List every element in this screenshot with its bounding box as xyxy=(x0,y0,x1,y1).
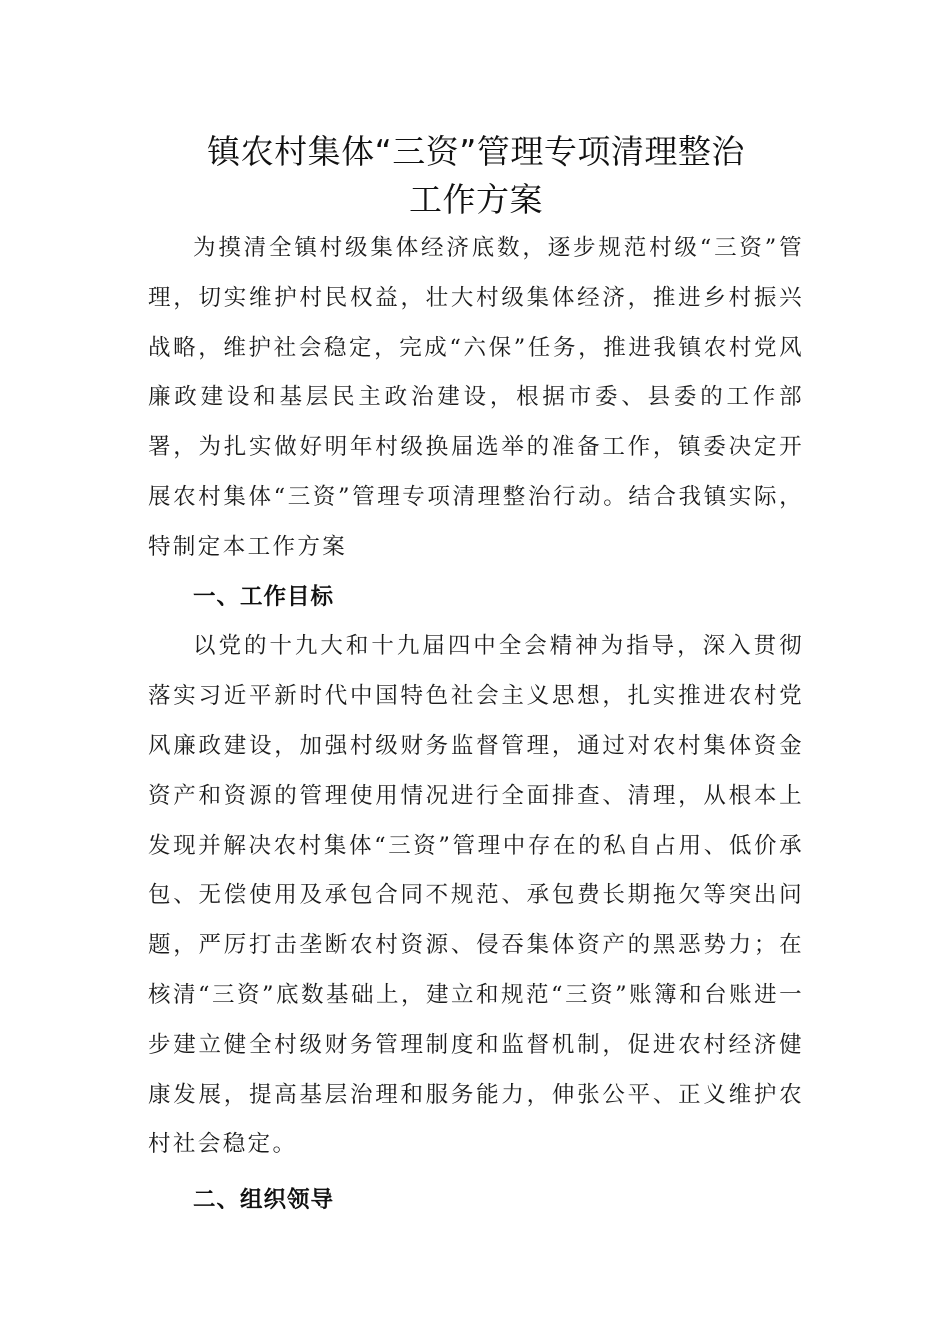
goals-paragraph: 以党的十九大和十九届四中全会精神为指导，深入贯彻落实习近平新时代中国特色社会主义思想，扎实推进农村党风廉政建设，加强村级财务监督管理，通过对农村集体资金资产和资源的管理使用情况进行全面排查、清理，从根本上发现并解决农村集体“三资”管理中存在的私自占用、低价承包、无偿使用及承包合同不规范、承包费长期拖欠等突出问题，严厉打击垄断农村资源、侵吞集体资产的黑恶势力；在核清“三资”底数基础上，建立和规范“三资”账簿和台账进一步建立健全村级财务管理制度和监督机制，促进农村经济健康发展，提高基层治理和服务能力，伸张公平、正义维护农村社会稳定。 xyxy=(148,633,804,1158)
section-heading-goals: 一、工作目标 xyxy=(193,583,335,610)
section-heading-organization: 二、组织领导 xyxy=(193,1187,335,1214)
title-line-2: 工作方案 xyxy=(409,180,543,219)
title-line-1: 镇农村集体“三资”管理专项清理整治 xyxy=(207,132,745,171)
intro-paragraph: 为摸清全镇村级集体经济底数，逐步规范村级“三资”管理，切实维护村民权益，壮大村级集体经济，推进乡村振兴战略，维护社会稳定，完成“六保”任务，推进我镇农村党风廉政建设和基层民主政治建设，根据市委、县委的工作部署，为扎实做好明年村级换届选举的准备工作，镇委决定开展农村集体“三资”管理专项清理整治行动。结合我镇实际，特制定本工作方案 xyxy=(148,235,804,560)
document-title xyxy=(148,128,804,224)
document-page xyxy=(148,128,804,1226)
